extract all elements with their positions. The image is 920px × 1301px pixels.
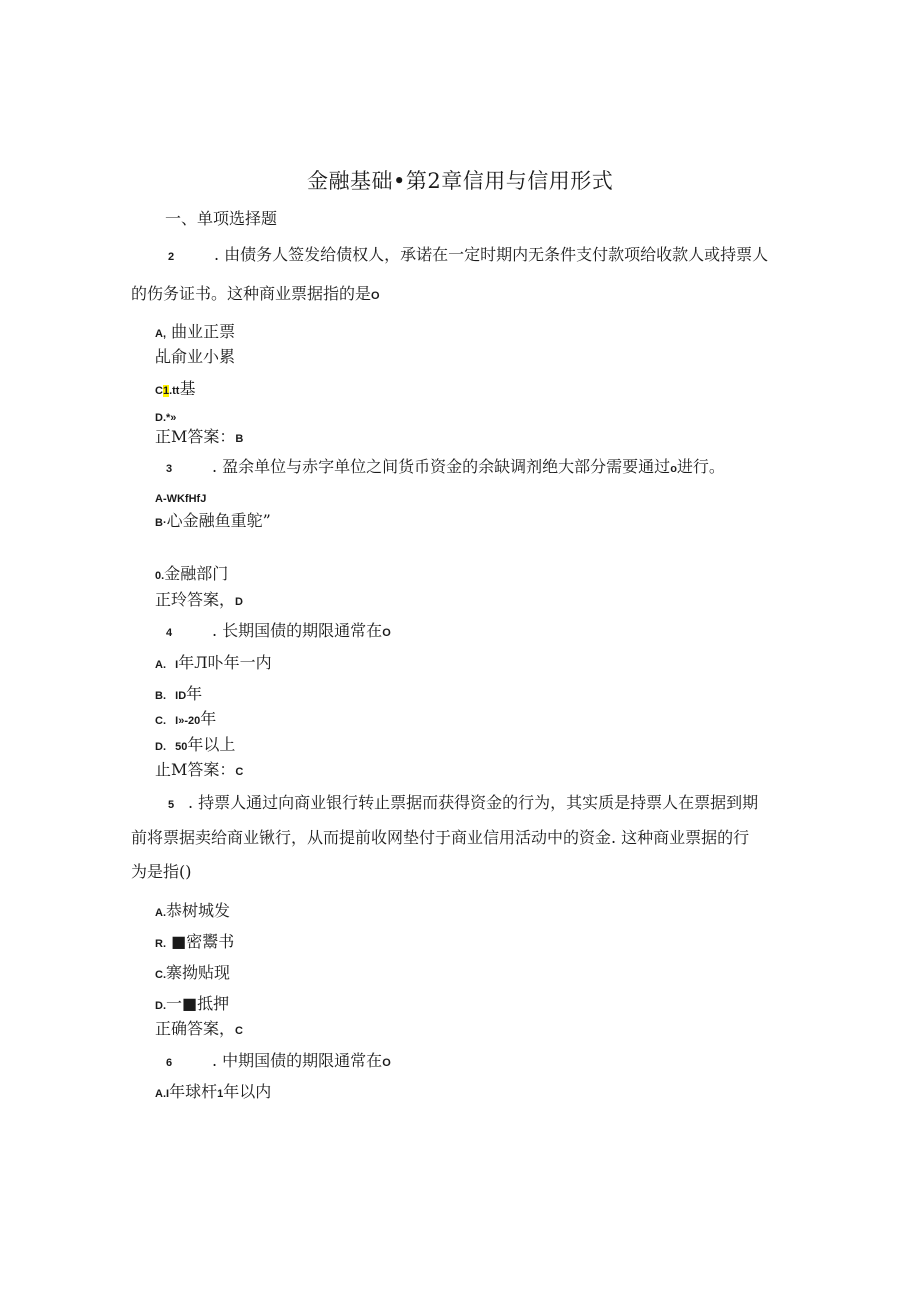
option-b-text: 心金融鱼重鸵” [166,511,271,530]
question-3-blank: o [670,463,677,475]
answer-value: C [235,1025,243,1037]
question-5-line-1 [168,792,758,816]
option-c-text: 基 [179,379,196,398]
option-c-text: 年 [200,709,217,728]
highlighted-mark: 1 [162,385,170,397]
answer-label: 正玲答案， [155,590,236,609]
option-a-end: 年以内 [223,1082,272,1101]
question-5-option-c [155,962,230,986]
question-5-line-2: 前将票据卖给商业锹行，从而提前收网垫付于商业信用活动中的资金. 这种商业票据的行 [131,828,750,847]
answer-label: 正确答案， [155,1019,236,1038]
question-5-option-a [155,900,230,924]
question-4-number: 4 [166,627,173,639]
option-d-label: D. 50 [155,741,188,753]
question-3-option-d [155,563,228,587]
question-6-blank: O [382,1057,391,1069]
question-5-line-3: 为是指() [131,862,192,881]
option-b-label: R. [155,938,166,950]
answer-value: C [235,766,244,778]
question-2-number: 2 [168,251,175,263]
option-b-text: ■密鬻书 [166,932,235,951]
option-d-text: 一■抵押 [166,994,230,1013]
question-2-line-2 [131,283,380,307]
question-2-line-1 [168,244,768,268]
question-3-option-a [155,486,206,510]
option-d-label: D.*» [155,412,177,424]
option-c-label: C [155,385,163,397]
question-5-answer [155,1018,243,1042]
question-4-text: . 长期国债的期限通常在 [212,621,383,640]
option-d-text: 年以上 [187,735,236,754]
question-5-number: 5 [168,799,175,811]
question-5-option-b [155,931,234,955]
option-d-label: 0. [155,570,165,582]
option-a-text: 恭树城发 [166,901,231,920]
question-3-option-b [155,510,271,534]
question-3-number: 3 [166,463,173,475]
option-d-text: 金融部门 [164,564,229,583]
option-a-text: 年球杆 [169,1082,218,1101]
option-a-label: A-WKfHfJ [155,493,207,505]
question-2-text: . 由债务人签发给债权人，承诺在一定时期内无条件支付款项给收款人或持票人 [214,245,769,264]
option-c-label: C. [155,969,166,981]
option-a-label: A. [155,907,166,919]
question-4-option-d [155,734,235,758]
option-d-label: D. [155,1000,166,1012]
answer-value: D [235,596,243,608]
option-c-text: 寨拗贴现 [166,963,231,982]
page-title: 金融基础•第2章信用与信用形式 [307,169,614,193]
option-a-text: 年Л卟年一内 [178,653,272,672]
question-4-answer [155,759,243,783]
question-5-text: . 持票人通过向商业银行转止票据而获得资金的行为，其实质是持票人在票据到期 [188,793,759,812]
question-6-option-a [155,1081,271,1105]
answer-label: 正M答案： [155,427,236,446]
question-4-option-b [155,683,202,707]
section-heading: 一、单项选择题 [165,209,278,228]
option-a-label: A. I [155,659,179,671]
question-3-line-1 [166,456,725,480]
question-4-blank: O [382,627,391,639]
question-2-text-cont: 的伤务证书。这种商业票据指的是 [131,284,372,303]
question-2-answer [155,426,243,450]
question-4-line-1 [166,620,391,644]
answer-label: 止M答案： [155,760,236,779]
option-a-label: A.I [155,1088,170,1100]
option-b-label: B. ID [155,690,187,702]
question-3-answer [155,589,243,613]
answer-value: B [235,433,244,445]
question-3-text-end: 进行。 [676,457,725,476]
question-6-number: 6 [166,1057,173,1069]
question-2-option-b: 乩俞业小累 [155,347,236,366]
option-a-text: 曲业正票 [166,322,236,341]
option-c-mid: .tt [169,385,180,397]
question-6-text: . 中期国债的期限通常在 [212,1051,383,1070]
question-5-option-d [155,993,229,1017]
question-3-text: . 盈余单位与赤字单位之间货币资金的余缺调剂绝大部分需要通过 [212,457,671,476]
question-2-blank: O [371,290,380,302]
option-b-text: 年 [186,684,203,703]
option-c-label: C. I»-20 [155,715,201,727]
question-2-option-a [155,321,235,345]
question-4-option-c [155,708,216,732]
option-b-label: B· [155,517,167,529]
question-2-option-c [155,378,195,402]
option-a-mid: 1 [217,1088,224,1100]
option-a-label: A, [155,328,166,340]
question-4-option-a [155,652,272,676]
question-6-line-1 [166,1050,391,1074]
